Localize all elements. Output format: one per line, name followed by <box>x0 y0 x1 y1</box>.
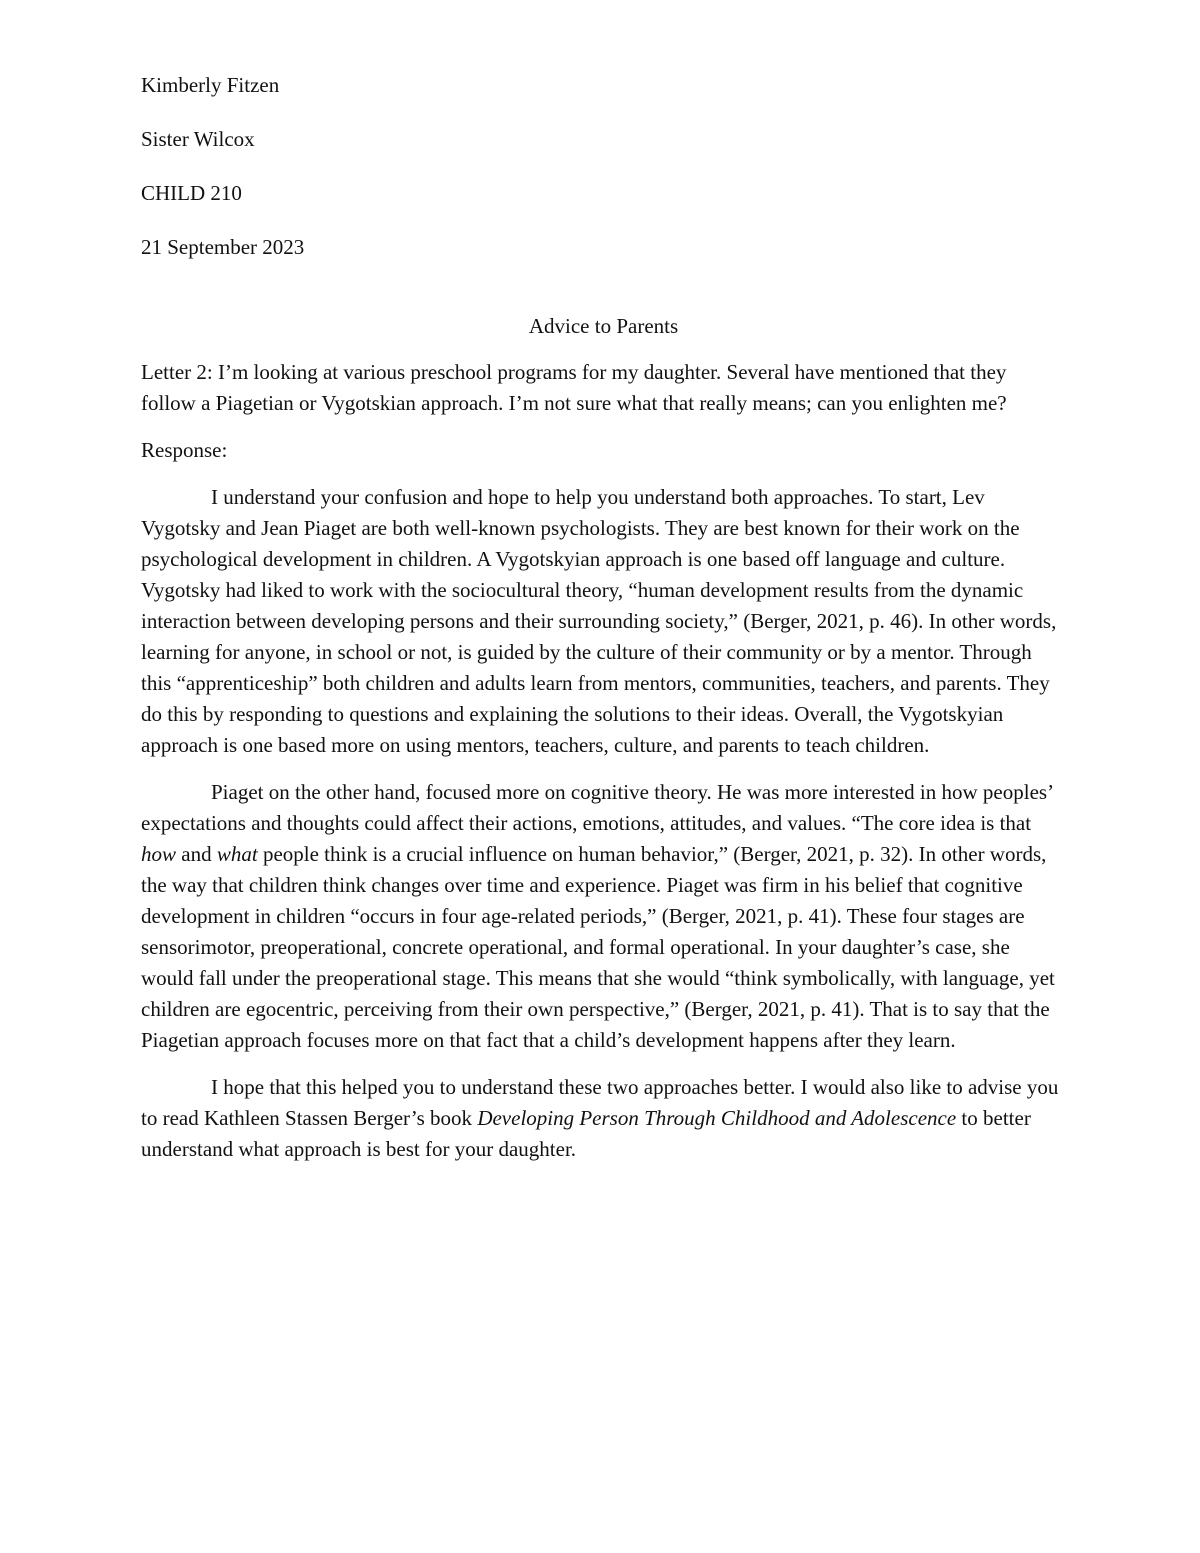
paragraph-3-text: I hope that this helped you to understand these two approaches better. I would also like to advise you to read Kathleen Stassen Berger’s book <box>141 1075 1059 1130</box>
instructor-name: Sister Wilcox <box>141 127 255 151</box>
book-title: Developing Person Through Childhood and Adolescence <box>477 1106 957 1130</box>
response-label: Response: <box>141 438 228 462</box>
paragraph-2-text: and <box>176 842 217 866</box>
emphasis-what: what <box>216 842 258 866</box>
document-body <box>141 70 1066 1181</box>
document-title: Advice to Parents <box>528 314 679 338</box>
body-paragraph-2 <box>141 777 1066 1056</box>
author-name: Kimberly Fitzen <box>141 73 280 97</box>
course-code: CHILD 210 <box>141 181 242 205</box>
emphasis-how: how <box>141 842 177 866</box>
paragraph-2-text: Piaget on the other hand, focused more on cognitive theory. He was more interested in how peoples’ expectations and thoughts could affect their actions, emotions, attitudes, and values. “The core idea is that <box>141 780 1053 835</box>
body-paragraph-3 <box>141 1072 1066 1165</box>
body-paragraph-1: I understand your confusion and hope to help you understand both approaches. To start, Lev Vygotsky and Jean Piaget are both well-known psychologists. They are best known for their work on the psychological development in children. A Vygotskyian approach is one based off language and culture. Vygotsky had liked to work with the sociocultural theory, “human development results from the dynamic interaction between developing persons and their surrounding society,” (Berger, 2021, p. 46). In other words, learning for anyone, in school or not, is guided by the culture of their community or by a mentor. Through this “apprenticeship” both children and adults learn from mentors, communities, teachers, and parents. They do this by responding to questions and explaining the solutions to their ideas. Overall, the Vygotskyian approach is one based more on using mentors, teachers, culture, and parents to teach children. <box>141 485 1057 757</box>
paragraph-2-text: people think is a crucial influence on human behavior,” (Berger, 2021, p. 32). In other words, the way that children think changes over time and experience. Piaget was firm in his belief that cognitive development in children “occurs in four age-related periods,” (Berger, 2021, p. 41). These four stages are sensorimotor, preoperational, concrete operational, and formal operational. In your daughter’s case, she would fall under the preoperational stage. This means that she would “think symbolically, with language, yet children are egocentric, perceiving from their own perspective,” (Berger, 2021, p. 41). That is to say that the Piagetian approach focuses more on that fact that a child’s development happens after they learn. <box>141 842 1055 1052</box>
date-line: 21 September 2023 <box>141 235 305 259</box>
question-paragraph: Letter 2: I’m looking at various preschool programs for my daughter. Several have mentioned that they follow a Piagetian or Vygotskian approach. I’m not sure what that really means; can you enlighten me? <box>141 360 1007 415</box>
paragraph-3-text: to better understand what approach is best for your daughter. <box>141 1106 1031 1161</box>
